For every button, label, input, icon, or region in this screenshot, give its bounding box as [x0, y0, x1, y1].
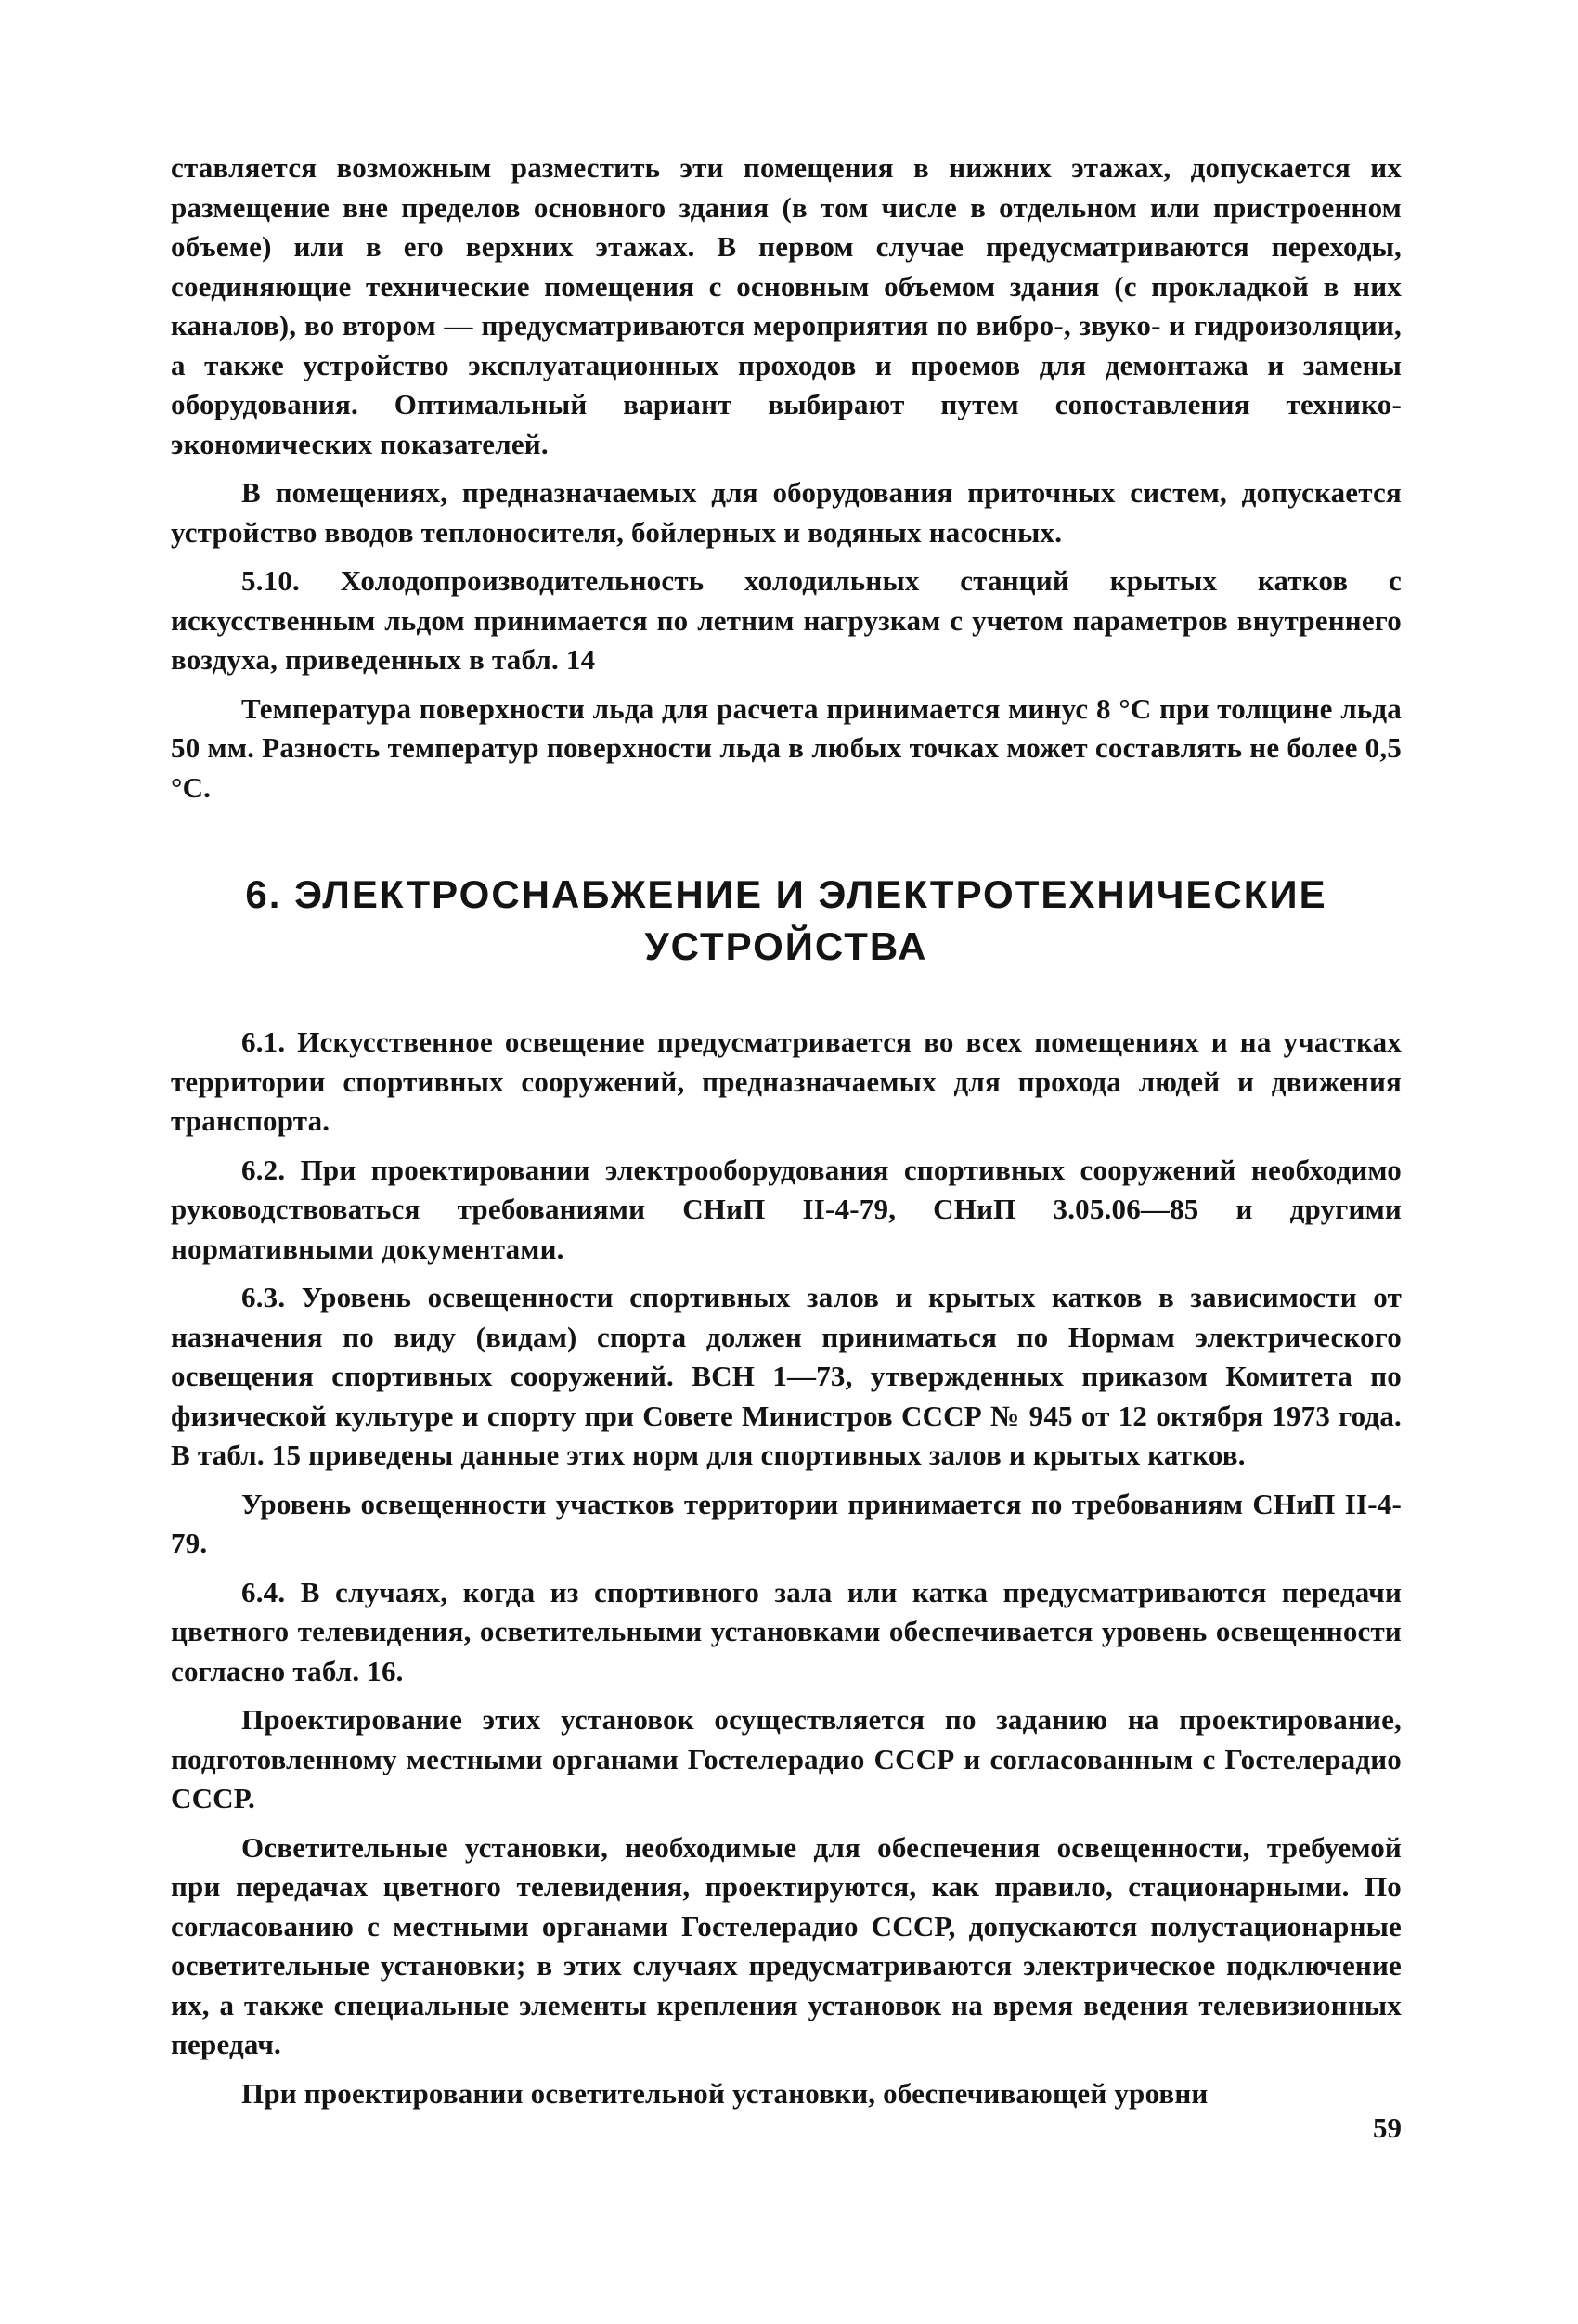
section-title: 6. ЭЛЕКТРОСНАБЖЕНИЕ И ЭЛЕКТРОТЕХНИЧЕСКИЕ УСТРОЙСТВА	[245, 872, 1327, 968]
paragraph-supply-systems: В помещениях, предназначаемых для оборудования приточных систем, допускается устройство вводов теплоносителя, бойлерных и водяных насосных.	[171, 476, 1402, 549]
paragraph-design-assignment: Проектирование этих установок осуществляется по заданию на проектирование, подготовленному местными органами Гостелерадио СССР и согласованным с Гостелерадио СССР.	[171, 1703, 1402, 1814]
paragraph-stationary-lighting: Осветительные установки, необходимые для обеспечения освещенности, требуемой при передачах цветного телевидения, проектируются, как правило, стационарными. По согласованию с местными органами Гостелерадио СССР, допускаются полустационарные осветительные установки; в этих случаях предусматриваются электрическое подключение их, а также специальные элементы крепления установок на время ведения телевизионных передач.	[171, 1830, 1402, 2060]
paragraph-continuation: ставляется возможным разместить эти помещения в нижних этажах, допускается их размещение вне пределов основного здания (в том числе в отдельном или пристроенном объеме) или в его верхних этажах. В первом случае предусматриваются переходы, соединяющие технические помещения с основным объемом здания (с прокладкой в них каналов), во втором — предусматриваются мероприятия по вибро-, звуко- и гидроизоляции, а также устройство эксплуатационных проходов и проемов для демонтажа и замены оборудования. Оптимальный вариант выбирают путем сопоставления технико-экономических показателей.	[171, 151, 1402, 460]
page-content	[171, 148, 1402, 2123]
page-number: 59	[1373, 2111, 1402, 2144]
paragraph-5-10: 5.10. Холодопроизводительность холодильных станций крытых катков с искусственным льдом принимается по летним нагрузкам с учетом параметров внутреннего воздуха, приведенных в табл. 14	[171, 564, 1402, 676]
paragraph-6-1: 6.1. Искусственное освещение предусматривается во всех помещениях и на участках территории спортивных сооружений, предназначаемых для прохода людей и движения транспорта.	[171, 1026, 1402, 1137]
paragraph-6-3: 6.3. Уровень освещенности спортивных залов и крытых катков в зависимости от назначения по виду (видам) спорта должен приниматься по Нормам электрического освещения спортивных сооружений. ВСН 1—73, утвержденных приказом Комитета по физической культуре и спорту при Совете Министров СССР № 945 от 12 октября 1973 года. В табл. 15 приведены данные этих норм для спортивных залов и крытых катков.	[171, 1281, 1402, 1471]
paragraph-territory-lighting: Уровень освещенности участков территории принимается по требованиям СНиП II-4-79.	[171, 1487, 1402, 1559]
paragraph-lighting-design: При проектировании осветительной установки, обеспечивающей уровни	[241, 2076, 1209, 2110]
paragraph-ice-temperature: Температура поверхности льда для расчета принимается минус 8 °С при толщине льда 50 мм. Разность температур поверхности льда в любых точках может составлять не более 0,5 °С.	[171, 691, 1402, 804]
paragraph-6-4: 6.4. В случаях, когда из спортивного зала или катка предусматриваются передачи цветного телевидения, осветительными установками обеспечивается уровень освещенности согласно табл. 16.	[171, 1575, 1402, 1687]
paragraph-6-2: 6.2. При проектировании электрооборудования спортивных сооружений необходимо руководствоваться требованиями СНиП II-4-79, СНиП 3.05.06—85 и другими нормативными документами.	[171, 1153, 1402, 1265]
